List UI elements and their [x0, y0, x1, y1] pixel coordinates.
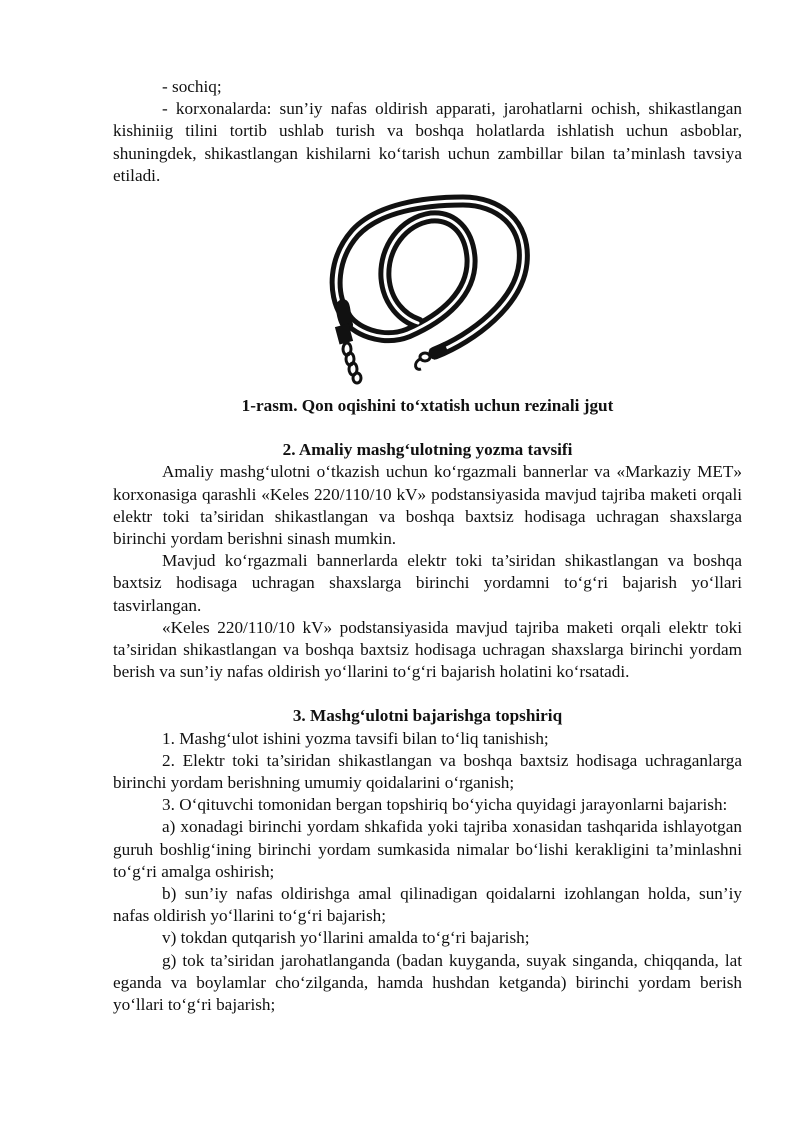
- task-item: b) sun’iy nafas oldirishga amal qilinadigan qoidalarni izohlangan holda, sun’iy nafas oldirish yo‘llarini to‘g‘ri bajarish;: [113, 884, 742, 926]
- task-item: 3. O‘qituvchi tomonidan bergan topshiriq bo‘yicha quyidagi jarayonlarni bajarish:: [162, 795, 728, 815]
- task-item: 1. Mashg‘ulot ishini yozma tavsifi bilan to‘liq tanishish;: [162, 728, 549, 748]
- figure-caption: 1-rasm. Qon oqishini to‘xtatish uchun rezinali jgut: [241, 396, 614, 416]
- intro-list-item: - korxonalarda: sun’iy nafas oldirish apparati, jarohatlarni ochish, shikastlangan kishiniig tilini tortib ushlab turish va boshqa holatlarda ishlatish uchun asboblar, shuningdek, shikastlangan kishilarni ko‘tarish uchun zambillar bilan ta’minlash tavsiya etiladi.: [113, 99, 742, 185]
- figure: [113, 189, 742, 394]
- task-item: g) tok ta’siridan jarohatlanganda (badan kuyganda, suyak singanda, chiqqanda, lat eganda va boylamlar cho‘zilganda, hamda hushdan ketganda) birinchi yordam berish yo‘llari to‘g‘ri bajarish;: [113, 950, 742, 1015]
- intro-list-item: - sochiq;: [162, 77, 222, 96]
- section-paragraph: Mavjud ko‘rgazmali bannerlarda elektr toki ta’siridan shikastlangan va boshqa baxtsiz hodisaga uchragan shaxslarga birinchi yordamni to‘g‘ri bajarish yo‘llari tasvirlangan.: [113, 551, 742, 615]
- rubber-tourniquet-icon: [323, 193, 533, 389]
- document-page: [113, 76, 742, 1016]
- section-heading: 2. Amaliy mashg‘ulotning yozma tavsifi: [282, 440, 573, 460]
- task-item: a) xonadagi birinchi yordam shkafida yoki tajriba xonasidan tashqarida ishlayotgan guruh boshlig‘ining birinchi yordam sumkasida nimalar bo‘lishi kerakligini ta’minlashni to‘g‘ri amalga oshirish;: [113, 817, 742, 881]
- section-heading: 3. Mashg‘ulotni bajarishga topshiriq: [292, 706, 563, 726]
- task-item: 2. Elektr toki ta’siridan shikastlangan va boshqa baxtsiz hodisaga uchraganlarga birinchi yordam berishning umumiy qoidalarini o‘rganish;: [113, 750, 742, 793]
- task-item: v) tokdan qutqarish yo‘llarini amalda to‘g‘ri bajarish;: [162, 928, 530, 948]
- section-paragraph: Amaliy mashg‘ulotni o‘tkazish uchun ko‘rgazmali bannerlar va «Markaziy MET» korxonasiga qarashli «Keles 220/110/10 kV» podstansiyasida mavjud tajriba maketi orqali elektr toki ta’siridan shikastlangan va boshqa baxtsiz hodisaga uchragan shaxslarga birinchi yordam berishni sinash mumkin.: [113, 462, 742, 549]
- section-paragraph: «Keles 220/110/10 kV» podstansiyasida mavjud tajriba maketi orqali elektr toki ta’siridan shikastlangan va boshqa baxtsiz hodisaga uchragan shaxslarga birinchi yordam berish va sun’iy nafas oldirish yo‘llarini to‘g‘ri bajarish holatini ko‘rsatadi.: [113, 617, 742, 682]
